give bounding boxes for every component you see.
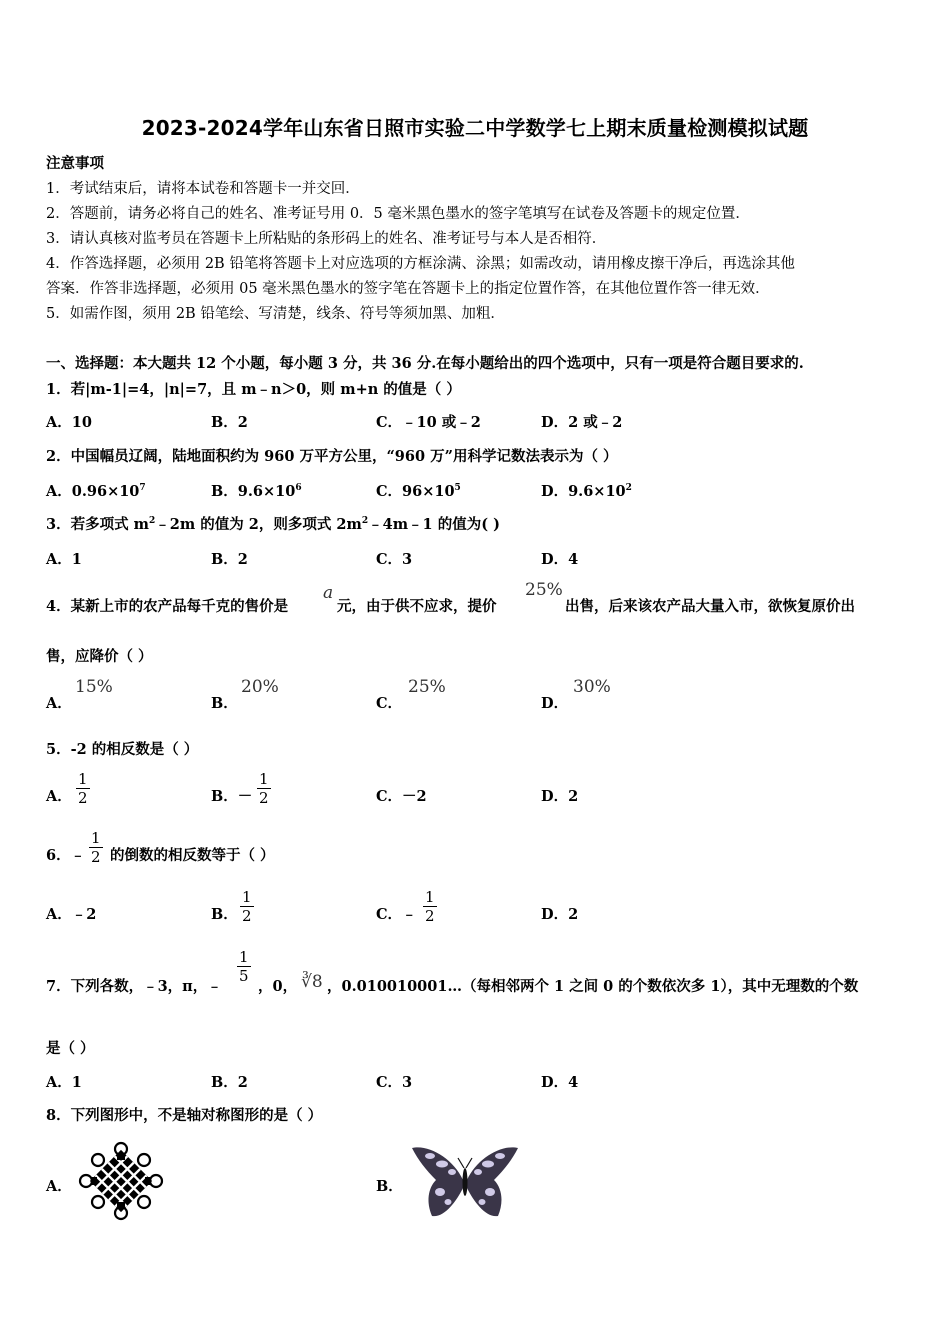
q7-option-b: B．2 — [211, 1074, 248, 1091]
q4-option-c: C． — [376, 695, 403, 712]
q6-fraction-b: $\frac{1}{2}$ — [242, 888, 252, 925]
butterfly-figure — [408, 1140, 522, 1224]
q7-cube-root: ∛8 — [301, 972, 323, 992]
q2-option-d: D．$9.6\times 10^2$ — [541, 483, 632, 500]
chinese-knot-figure — [78, 1140, 164, 1222]
q2-option-c: C．$96\times 10^5$ — [376, 483, 461, 500]
q6-fraction-c: $\frac{1}{2}$ — [425, 888, 435, 925]
q6-option-b: B． — [211, 906, 238, 923]
q8-option-b: B． — [376, 1178, 403, 1195]
q4-option-d-value: 30% — [573, 677, 611, 697]
question-4-stem-2: 元，由于供不应求，提价 — [337, 598, 497, 615]
q1-option-d: D．2 或﹣2 — [541, 414, 623, 431]
q7-fraction: $\frac{1}{5}$ — [239, 948, 249, 985]
q4-option-a-value: 15% — [75, 677, 113, 697]
q5-option-b: B．－ — [211, 788, 253, 805]
q3-option-a: A．1 — [46, 551, 82, 568]
notice-item: 3．请认真核对监考员在答题卡上所粘贴的条形码上的姓名、准考证号与本人是否相符． — [46, 231, 607, 247]
question-7-mid: ，0， — [258, 978, 298, 995]
q5-option-c: C．－2 — [376, 788, 427, 805]
question-4-line2: 售，应降价（ ） — [46, 648, 153, 665]
question-6-prefix: 6．﹣ — [46, 847, 86, 864]
q5-option-a: A． — [46, 788, 72, 805]
question-1-stem: 1．若|m-1|=4，|n|=7，且 m﹣n＞0，则 m+n 的值是（ ） — [46, 381, 461, 398]
q6-fraction: $\frac{1}{2}$ — [91, 829, 101, 866]
q6-option-d: D．2 — [541, 906, 579, 923]
q1-option-a: A．10 — [46, 414, 92, 431]
q6-option-c: C．﹣ — [376, 906, 417, 923]
question-6-stem: 的倒数的相反数等于（ ） — [110, 847, 275, 864]
q3-option-d: D．4 — [541, 551, 579, 568]
question-7-line2: 是（ ） — [46, 1040, 95, 1057]
notice-item: 5．如需作图，须用 2B 铅笔绘、写清楚，线条、符号等须加黑、加粗． — [46, 306, 505, 322]
q1-option-c: C．﹣10 或﹣2 — [376, 414, 481, 431]
q7-option-c: C．3 — [376, 1074, 413, 1091]
question-5-stem: 5．-2 的相反数是（ ） — [46, 741, 199, 758]
q7-option-d: D．4 — [541, 1074, 579, 1091]
page-title: 2023-2024学年山东省日照市实验二中学数学七上期末质量检测模拟试题 — [141, 116, 809, 140]
q6-option-a: A．﹣2 — [46, 906, 97, 923]
q5-fraction-b: $\frac{1}{2}$ — [259, 770, 269, 807]
notice-item: 1．考试结束后，请将本试卷和答题卡一并交回． — [46, 181, 360, 197]
question-7-prefix: 7．下列各数，﹣3，π，﹣ — [46, 978, 222, 995]
section-heading: 一、选择题：本大题共 12 个小题，每小题 3 分，共 36 分.在每小题给出的四个选项中，只有一项是符合题目要求的. — [46, 355, 804, 372]
question-7-stem: ，0.010010001…（每相邻两个 1 之间 0 的个数依次多 1），其中无理数的个数 — [327, 978, 859, 995]
q4-option-b-value: 20% — [241, 677, 279, 697]
q4-option-b: B． — [211, 695, 238, 712]
q5-option-d: D．2 — [541, 788, 579, 805]
notice-item: 4．作答选择题，必须用 2B 铅笔将答题卡上对应选项的方框涂满、涂黑；如需改动，请用橡皮擦干净后，再选涂其他 — [46, 256, 795, 272]
percent-25: 25% — [525, 580, 563, 600]
q4-option-a: A． — [46, 695, 72, 712]
q8-option-a: A． — [46, 1178, 72, 1195]
q4-option-d: D． — [541, 695, 569, 712]
question-8-stem: 8．下列图形中，不是轴对称图形的是（ ） — [46, 1107, 323, 1124]
question-4-stem: 4．某新上市的农产品每千克的售价是 — [46, 598, 289, 615]
notice-heading: 注意事项 — [46, 155, 104, 172]
q2-option-b: B．$9.6\times 10^6$ — [211, 483, 302, 500]
q5-fraction-a: $\frac{1}{2}$ — [78, 770, 88, 807]
question-2-stem: 2．中国幅员辽阔，陆地面积约为 960 万平方公里，“960 万”用科学记数法表示为（ ） — [46, 448, 618, 465]
q2-option-a: A．$0.96\times 10^7$ — [46, 483, 146, 500]
notice-item: 2．答题前，请务必将自己的姓名、准考证号用 0．5 毫米黑色墨水的签字笔填写在试卷及答题卡的规定位置． — [46, 206, 750, 222]
q1-option-b: B．2 — [211, 414, 248, 431]
q4-option-c-value: 25% — [408, 677, 446, 697]
question-3-stem: 3．若多项式 $m^2﹣2m$ 的值为 2，则多项式 $2m^2﹣4m﹣1$ 的值为( ) — [46, 516, 500, 533]
variable-a: a — [323, 583, 334, 603]
q7-option-a: A．1 — [46, 1074, 82, 1091]
question-4-stem-3: 出售，后来该农产品大量入市，欲恢复原价出 — [565, 598, 855, 615]
notice-item: 答案．作答非选择题，必须用 05 毫米黑色墨水的签字笔在答题卡上的指定位置作答，在其他位置作答一律无效． — [46, 281, 770, 297]
q3-option-b: B．2 — [211, 551, 248, 568]
q3-option-c: C．3 — [376, 551, 413, 568]
